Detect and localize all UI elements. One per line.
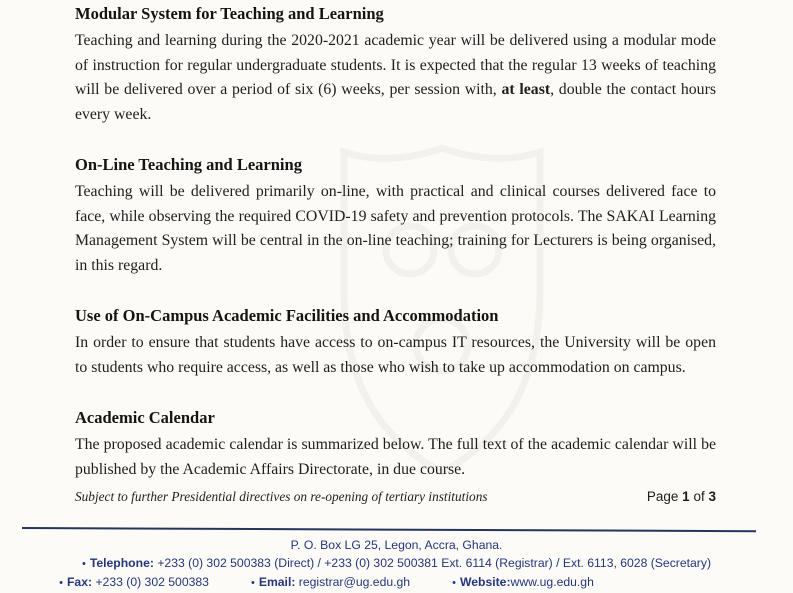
document-body bbox=[75, 2, 716, 508]
website-value: www.ug.edu.gh bbox=[510, 575, 594, 589]
footnote-text: Subject to further Presidential directives on re-opening of tertiary institutions bbox=[75, 489, 488, 504]
section-paragraph: The proposed academic calendar is summarized below. The full text of the academic calendar will be published by the Academic Affairs Directorate, in due course. bbox=[75, 436, 716, 478]
section-heading: On-Line Teaching and Learning bbox=[75, 155, 302, 174]
footer-address: P. O. Box LG 25, Legon, Accra, Ghana. bbox=[290, 538, 503, 552]
letterhead-footer bbox=[0, 536, 793, 592]
email-label: Email: bbox=[258, 575, 296, 589]
telephone-value: +233 (0) 302 500383 (Direct) / +233 (0) 302 500381 Ext. 6114 (Registrar) / Ext. 6113, 6028 (Secretary) bbox=[157, 556, 712, 570]
footer-fax bbox=[59, 573, 209, 592]
paragraph-text: Teaching and learning during the 2020-2021 academic year will be delivered using a modular mode of instruction for regular undergraduate students. It is expected that the regular 13 weeks of teaching will be delivered over a period of six (6) weeks, per session with, bbox=[75, 32, 716, 98]
footer-email bbox=[251, 573, 410, 592]
fax-value: +233 (0) 302 500383 bbox=[95, 575, 209, 589]
section-heading: Use of On-Campus Academic Facilities and Accommodation bbox=[75, 306, 499, 325]
paragraph-text: , double the contact hours every week. bbox=[75, 81, 716, 123]
of-word: of bbox=[693, 489, 705, 504]
footer-divider-line bbox=[22, 527, 756, 532]
page-word: Page bbox=[646, 489, 679, 504]
section-paragraph bbox=[75, 29, 716, 127]
section-paragraph: In order to ensure that students have access to on-campus IT resources, the University will be open to students who require access, as well as those who wish to take up accommodation on campus. bbox=[75, 334, 716, 376]
section-online-teaching bbox=[75, 153, 716, 278]
section-academic-calendar bbox=[75, 406, 716, 482]
bullet-icon: • bbox=[81, 558, 86, 570]
page-number bbox=[647, 489, 716, 504]
bullet-icon: • bbox=[250, 577, 255, 589]
footer-contacts bbox=[0, 573, 723, 592]
bullet-icon: • bbox=[59, 577, 63, 589]
bullet-icon: • bbox=[452, 577, 456, 589]
footnote-row bbox=[75, 489, 716, 505]
section-heading: Academic Calendar bbox=[75, 408, 215, 427]
page-current: 1 bbox=[682, 489, 690, 504]
page-total: 3 bbox=[708, 489, 716, 504]
email-value: registrar@ug.edu.gh bbox=[298, 575, 411, 589]
paragraph-bold-text: at least bbox=[501, 81, 551, 98]
fax-label: Fax: bbox=[66, 575, 93, 589]
section-heading: Modular System for Teaching and Learning bbox=[75, 4, 384, 23]
footer-website bbox=[452, 573, 594, 592]
section-modular-system bbox=[75, 2, 716, 127]
section-campus-facilities bbox=[75, 304, 716, 380]
telephone-label: Telephone: bbox=[89, 556, 154, 570]
footer-telephone bbox=[0, 554, 793, 573]
section-paragraph: Teaching will be delivered primarily on-line, with practical and clinical courses delivered face to face, while observing the required COVID-19 safety and prevention protocols. The SAKAI Learning Management System will be central in the on-line teaching; training for Lecturers is being organised, in this regard. bbox=[75, 183, 716, 274]
website-label: Website: bbox=[459, 575, 511, 589]
